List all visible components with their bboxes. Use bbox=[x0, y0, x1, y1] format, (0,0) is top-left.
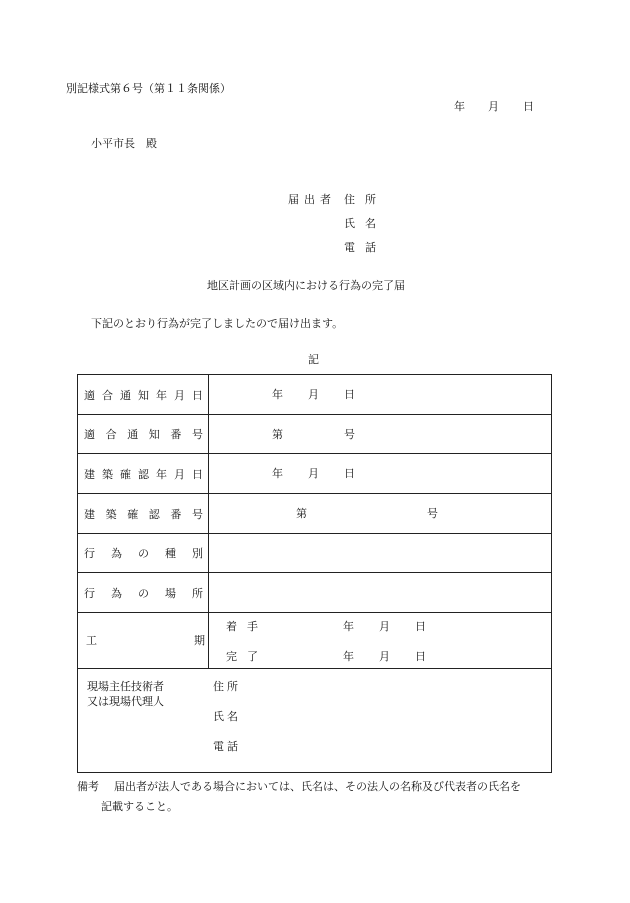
label-char: 所 bbox=[192, 586, 203, 600]
row-engineer bbox=[78, 669, 552, 773]
form-number: 別記様式第６号（第１１条関係） bbox=[66, 82, 231, 95]
remarks-label: 備考 bbox=[77, 780, 99, 793]
date-month-label: 月 bbox=[488, 100, 499, 113]
engineer-address-label: 住所 bbox=[213, 680, 241, 693]
act-type-label-cell bbox=[78, 534, 209, 573]
date-year-label: 年 bbox=[454, 100, 465, 113]
label-char: 号 bbox=[191, 428, 203, 441]
label-char: 為 bbox=[111, 547, 122, 560]
label-char: 通 bbox=[120, 388, 131, 402]
period-field[interactable] bbox=[209, 613, 552, 669]
conformity-number-label bbox=[78, 426, 208, 442]
row-conformity-date bbox=[78, 375, 552, 415]
label-char: 築 bbox=[102, 467, 113, 481]
engineer-name-label: 氏名 bbox=[213, 710, 241, 723]
period-end-month: 月 bbox=[379, 650, 390, 663]
conformity-date-field[interactable] bbox=[209, 375, 552, 415]
label-char: 行 bbox=[84, 547, 95, 560]
engineer-label-line1: 現場主任技術者 bbox=[87, 680, 164, 693]
label-char: 認 bbox=[138, 467, 149, 481]
label-char: 番 bbox=[170, 507, 182, 521]
period-start-day: 日 bbox=[415, 620, 426, 633]
act-place-label-cell bbox=[78, 573, 209, 613]
engineer-cell[interactable] bbox=[78, 669, 552, 773]
confirmation-date-month: 月 bbox=[308, 467, 319, 480]
confirmation-date-day: 日 bbox=[344, 467, 355, 480]
row-confirmation-number bbox=[78, 494, 552, 534]
engineer-label-line2: 又は現場代理人 bbox=[87, 695, 164, 708]
confirmation-date-label-text bbox=[84, 466, 203, 482]
label-char: の bbox=[138, 547, 149, 560]
label-char: 知 bbox=[138, 388, 149, 402]
period-label-right: 期 bbox=[194, 634, 205, 647]
act-place-field[interactable] bbox=[209, 573, 552, 613]
label-char: 日 bbox=[192, 467, 203, 481]
row-act-type bbox=[78, 534, 552, 573]
confirmation-number-label-cell bbox=[78, 494, 209, 534]
applicant-address-label: 住所 bbox=[344, 193, 386, 206]
conformity-number-go: 号 bbox=[344, 428, 355, 441]
row-period bbox=[78, 613, 552, 669]
act-place-label bbox=[78, 585, 208, 601]
label-char: 月 bbox=[174, 388, 185, 402]
conformity-date-day: 日 bbox=[344, 388, 355, 401]
confirmation-number-dai: 第 bbox=[296, 507, 307, 520]
confirmation-date-label bbox=[78, 466, 208, 482]
label-char: 確 bbox=[127, 507, 139, 521]
confirmation-date-label-cell bbox=[78, 454, 209, 494]
label-char: 合 bbox=[102, 388, 113, 402]
label-char: 号 bbox=[191, 507, 203, 521]
row-act-place bbox=[78, 573, 552, 613]
applicant-phone-label: 電話 bbox=[344, 241, 386, 254]
remarks-line2: 記載すること。 bbox=[101, 800, 178, 813]
act-type-label bbox=[78, 545, 208, 561]
label-char: の bbox=[138, 586, 149, 600]
period-label-left: 工 bbox=[86, 634, 97, 647]
period-start-label: 着手 bbox=[226, 620, 268, 633]
period-start-year: 年 bbox=[343, 620, 354, 633]
act-type-label-text bbox=[84, 545, 203, 561]
label-char: 月 bbox=[174, 467, 185, 481]
conformity-date-label-cell bbox=[78, 375, 209, 415]
label-char: 確 bbox=[120, 467, 131, 481]
conformity-number-label-text bbox=[84, 426, 203, 442]
engineer-phone-label: 電話 bbox=[213, 740, 241, 753]
confirmation-date-field[interactable] bbox=[209, 454, 552, 494]
conformity-date-year: 年 bbox=[272, 388, 283, 401]
label-char: 為 bbox=[111, 586, 122, 600]
label-char: 適 bbox=[84, 428, 95, 441]
conformity-date-label bbox=[78, 387, 208, 403]
remarks-line1: 届出者が法人である場合においては、氏名は、その法人の名称及び代表者の氏名を bbox=[114, 780, 521, 793]
row-confirmation-date bbox=[78, 454, 552, 494]
row-conformity-number bbox=[78, 415, 552, 454]
period-label-cell bbox=[78, 613, 209, 669]
conformity-date-month: 月 bbox=[308, 388, 319, 401]
label-char: 場 bbox=[165, 586, 176, 600]
act-type-field[interactable] bbox=[209, 534, 552, 573]
intro-text: 下記のとおり行為が完了しましたので届け出ます。 bbox=[91, 317, 344, 330]
period-end-year: 年 bbox=[343, 650, 354, 663]
label-char: 知 bbox=[148, 428, 160, 441]
applicant-label: 届出者 bbox=[288, 193, 336, 206]
conformity-number-label-cell bbox=[78, 415, 209, 454]
label-char: 年 bbox=[156, 467, 167, 481]
confirmation-number-label-text bbox=[84, 506, 203, 522]
label-char: 種 bbox=[165, 547, 176, 560]
label-char: 適 bbox=[84, 388, 95, 402]
addressee: 小平市長 殿 bbox=[91, 137, 157, 150]
confirmation-date-year: 年 bbox=[272, 467, 283, 480]
details-table bbox=[77, 374, 552, 773]
period-end-label: 完了 bbox=[226, 650, 268, 663]
label-char: 通 bbox=[127, 428, 139, 441]
confirmation-number-label bbox=[78, 506, 208, 522]
confirmation-number-field[interactable] bbox=[209, 494, 552, 534]
document-title: 地区計画の区域内における行為の完了届 bbox=[207, 279, 405, 292]
label-char: 認 bbox=[148, 507, 160, 521]
label-char: 行 bbox=[84, 586, 95, 600]
conformity-number-field[interactable] bbox=[209, 415, 552, 454]
label-char: 建 bbox=[84, 467, 95, 481]
period-start-month: 月 bbox=[379, 620, 390, 633]
date-day-label: 日 bbox=[523, 100, 534, 113]
label-char: 別 bbox=[192, 547, 203, 560]
label-char: 合 bbox=[105, 428, 117, 441]
label-char: 建 bbox=[84, 507, 95, 521]
ki-heading: 記 bbox=[308, 353, 319, 366]
label-char: 日 bbox=[192, 388, 203, 402]
confirmation-number-go: 号 bbox=[427, 507, 438, 520]
label-char: 番 bbox=[170, 428, 182, 441]
label-char: 築 bbox=[105, 507, 117, 521]
applicant-name-label: 氏名 bbox=[344, 217, 386, 230]
period-end-day: 日 bbox=[415, 650, 426, 663]
conformity-number-dai: 第 bbox=[272, 428, 283, 441]
label-char: 年 bbox=[156, 388, 167, 402]
act-place-label-text bbox=[84, 585, 203, 601]
conformity-date-label-text bbox=[84, 387, 203, 403]
